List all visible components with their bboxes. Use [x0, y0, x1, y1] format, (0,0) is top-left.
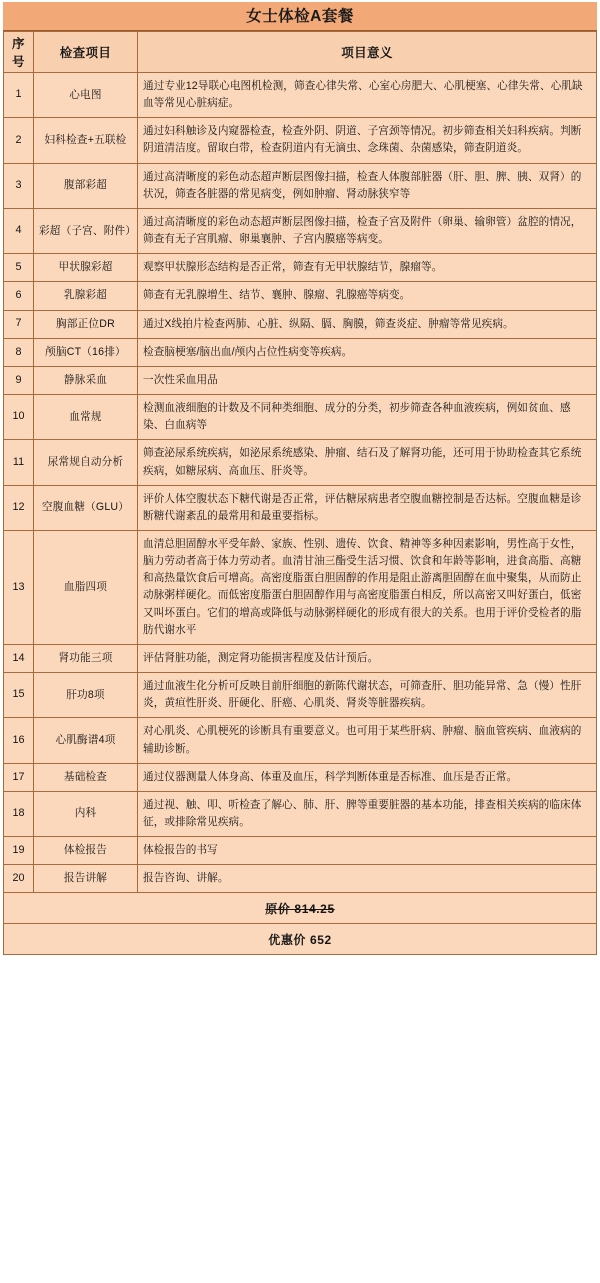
exam-item-meaning: 通过X线拍片检查两肺、心脏、纵隔、膈、胸膜，筛查炎症、肿瘤等常见疾病。 — [138, 310, 597, 338]
table-footer — [4, 893, 597, 955]
exam-item-name: 血脂四项 — [34, 530, 138, 644]
exam-item-name: 空腹血糖（GLU） — [34, 485, 138, 530]
table-row — [4, 718, 597, 763]
exam-item-meaning: 对心肌炎、心肌梗死的诊断具有重要意义。也可用于某些肝病、肿瘤、脑血管疾病、血液病的辅助诊断。 — [138, 718, 597, 763]
table-row — [4, 485, 597, 530]
row-index: 20 — [4, 865, 34, 893]
table-row — [4, 366, 597, 394]
row-index: 15 — [4, 673, 34, 718]
exam-item-name: 报告讲解 — [34, 865, 138, 893]
row-index: 1 — [4, 73, 34, 118]
exam-item-name: 乳腺彩超 — [34, 282, 138, 310]
exam-item-meaning: 检测血液细胞的计数及不同种类细胞、成分的分类，初步筛查各种血液疾病，例如贫血、感染、白血病等 — [138, 395, 597, 440]
table-row — [4, 530, 597, 644]
table-row — [4, 208, 597, 253]
exam-item-meaning: 通过专业12导联心电图机检测，筛查心律失常、心室心房肥大、心肌梗塞、心律失常、心肌缺血等常见心脏病症。 — [138, 73, 597, 118]
page-title: 女士体检A套餐 — [3, 2, 597, 31]
row-index: 12 — [4, 485, 34, 530]
table-row — [4, 254, 597, 282]
exam-item-meaning: 评估肾脏功能，测定肾功能损害程度及估计预后。 — [138, 644, 597, 672]
exam-item-meaning: 血清总胆固醇水平受年龄、家族、性别、遗传、饮食、精神等多种因素影响，男性高于女性，脑力劳动者高于体力劳动者。血清甘油三酯受生活习惯、饮食和年龄等影响，进食高脂、高糖和高热量饮食后可增高。高密度脂蛋白胆固醇的作用是阻止游离胆固醇在血中聚集，从而防止动脉粥样硬化。而低密度脂蛋白胆固醇作用与高密度脂蛋白相反，所以高密又叫好蛋白，低密又叫坏蛋白。它们的增高或降低与动脉粥样硬化的形成有很大的关系。也用于评价受检者的脂肪代谢水平 — [138, 530, 597, 644]
row-index: 16 — [4, 718, 34, 763]
table-row — [4, 440, 597, 485]
table-row — [4, 644, 597, 672]
row-index: 7 — [4, 310, 34, 338]
table-row — [4, 73, 597, 118]
exam-item-name: 甲状腺彩超 — [34, 254, 138, 282]
exam-item-meaning: 体检报告的书写 — [138, 837, 597, 865]
exam-item-name: 肾功能三项 — [34, 644, 138, 672]
row-index: 18 — [4, 791, 34, 836]
exam-item-meaning: 通过视、触、叩、听检查了解心、肺、肝、脾等重要脏器的基本功能，排查相关疾病的临床体征，或排除常见疾病。 — [138, 791, 597, 836]
row-index: 10 — [4, 395, 34, 440]
exam-item-name: 妇科检查+五联检 — [34, 118, 138, 163]
exam-item-meaning: 通过仪器测量人体身高、体重及血压，科学判断体重是否标准、血压是否正常。 — [138, 763, 597, 791]
row-index: 11 — [4, 440, 34, 485]
exam-item-name: 彩超（子宫、附件） — [34, 208, 138, 253]
exam-item-meaning: 筛查泌尿系统疾病，如泌尿系统感染、肿瘤、结石及了解肾功能，还可用于协助检查其它系统疾病，如糖尿病、高血压、肝炎等。 — [138, 440, 597, 485]
discount-price-row — [4, 924, 597, 955]
original-price: 原价 814.25 — [4, 893, 597, 924]
table-row — [4, 865, 597, 893]
row-index: 5 — [4, 254, 34, 282]
exam-item-name: 基础检查 — [34, 763, 138, 791]
row-index: 6 — [4, 282, 34, 310]
exam-item-meaning: 筛查有无乳腺增生、结节、襄肿、腺瘤、乳腺癌等病变。 — [138, 282, 597, 310]
exam-item-meaning: 报告咨询、讲解。 — [138, 865, 597, 893]
row-index: 2 — [4, 118, 34, 163]
exam-item-meaning: 通过高清晰度的彩色动态超声断层图像扫描，检查人体腹部脏器（肝、胆、脾、胰、双肾）的状况，筛查各脏器的常见病变，例如肿瘤、肾动脉狭窄等 — [138, 163, 597, 208]
exam-item-meaning: 通过高清晰度的彩色动态超声断层图像扫描，检查子宫及附件（卵巢、输卵管）盆腔的情况，筛查有无子宫肌瘤、卵巢襄肿、子宫内膜癌等病变。 — [138, 208, 597, 253]
exam-item-name: 颅脑CT（16排） — [34, 338, 138, 366]
table-row — [4, 282, 597, 310]
table-body — [4, 73, 597, 893]
table-row — [4, 837, 597, 865]
table-row — [4, 673, 597, 718]
table-row — [4, 310, 597, 338]
row-index: 3 — [4, 163, 34, 208]
exam-item-name: 内科 — [34, 791, 138, 836]
table-row — [4, 163, 597, 208]
discount-price: 优惠价 652 — [4, 924, 597, 955]
row-index: 13 — [4, 530, 34, 644]
column-header-meaning: 项目意义 — [138, 32, 597, 73]
exam-item-name: 心电图 — [34, 73, 138, 118]
column-header-item: 检查项目 — [34, 32, 138, 73]
table-header — [4, 32, 597, 73]
row-index: 17 — [4, 763, 34, 791]
exam-item-meaning: 一次性采血用品 — [138, 366, 597, 394]
exam-item-name: 血常规 — [34, 395, 138, 440]
exam-item-name: 肝功8项 — [34, 673, 138, 718]
table-row — [4, 763, 597, 791]
exam-item-name: 尿常规自动分析 — [34, 440, 138, 485]
exam-item-name: 体检报告 — [34, 837, 138, 865]
column-header-index: 序号 — [4, 32, 34, 73]
exam-item-meaning: 通过妇科触诊及内窥器检查，检查外阴、阴道、子宫颈等情况。初步筛查相关妇科疾病。判断阴道清洁度。留取白带，检查阴道内有无滴虫、念珠菌、杂菌感染，筛查阴道炎。 — [138, 118, 597, 163]
row-index: 14 — [4, 644, 34, 672]
exam-item-meaning: 检查脑梗塞/脑出血/颅内占位性病变等疾病。 — [138, 338, 597, 366]
header-row — [4, 32, 597, 73]
exam-item-meaning: 通过血液生化分析可反映目前肝细胞的新陈代谢状态，可筛查肝、胆功能异常、急（慢）性肝炎，黄疸性肝炎、肝硬化、肝癌、心肌炎、肾炎等脏器疾病。 — [138, 673, 597, 718]
row-index: 8 — [4, 338, 34, 366]
table-row — [4, 791, 597, 836]
exam-item-name: 静脉采血 — [34, 366, 138, 394]
table-row — [4, 118, 597, 163]
exam-item-name: 腹部彩超 — [34, 163, 138, 208]
row-index: 19 — [4, 837, 34, 865]
exam-item-name: 心肌酶谱4项 — [34, 718, 138, 763]
table-row — [4, 338, 597, 366]
row-index: 4 — [4, 208, 34, 253]
exam-item-name: 胸部正位DR — [34, 310, 138, 338]
table-row — [4, 395, 597, 440]
exam-item-meaning: 观察甲状腺形态结构是否正常，筛查有无甲状腺结节，腺瘤等。 — [138, 254, 597, 282]
exam-package-table — [3, 31, 597, 955]
original-price-row — [4, 893, 597, 924]
row-index: 9 — [4, 366, 34, 394]
exam-item-meaning: 评价人体空腹状态下糖代谢是否正常，评估糖尿病患者空腹血糖控制是否达标。空腹血糖是诊断糖代谢紊乱的最常用和最重要指标。 — [138, 485, 597, 530]
